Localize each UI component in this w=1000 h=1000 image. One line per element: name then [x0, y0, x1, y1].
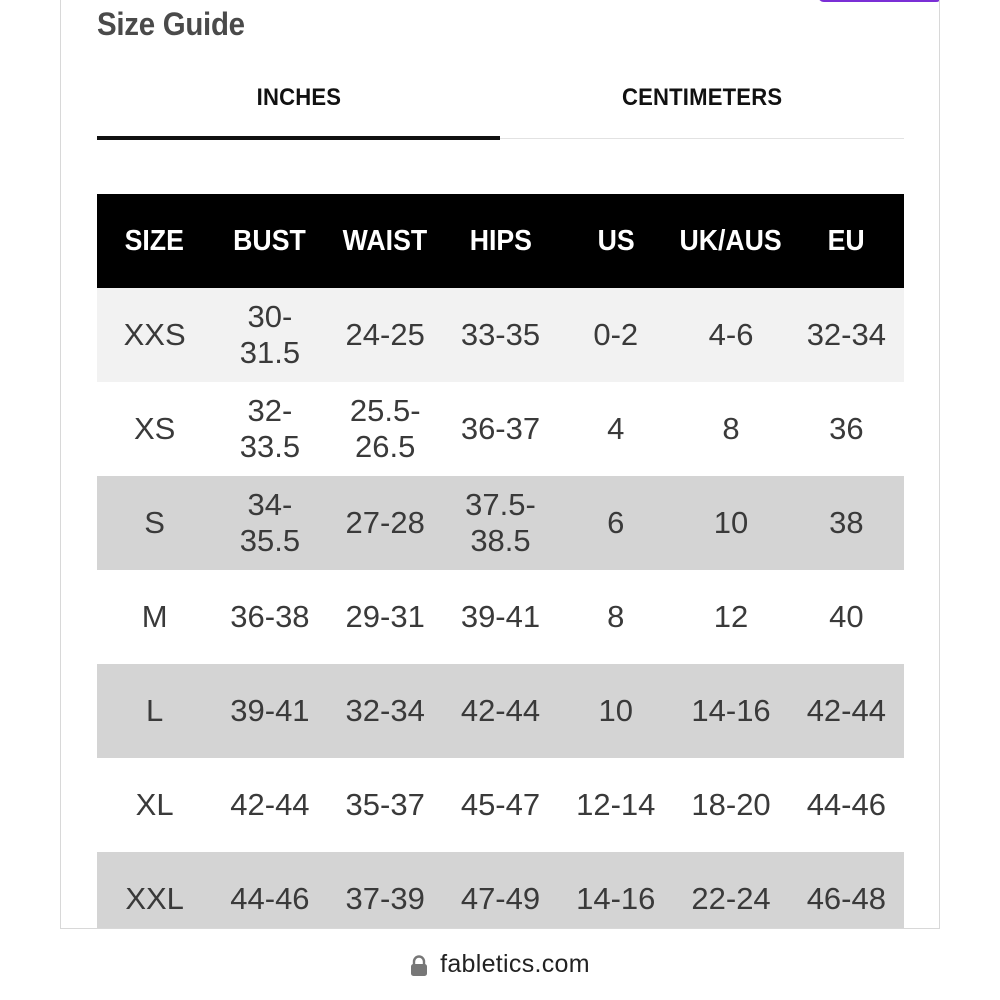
table-cell [443, 570, 558, 664]
table-cell [443, 288, 558, 382]
cell-text: 44-46 [230, 881, 310, 916]
cell-text: 24-25 [345, 317, 425, 352]
table-cell [443, 476, 558, 570]
tab-centimeters-label: CENTIMETERS [621, 84, 783, 111]
cell-text: 22-24 [691, 881, 771, 916]
table-cell [328, 382, 443, 476]
cell-text: 32-33.5 [239, 393, 301, 464]
table-row [97, 570, 904, 664]
tab-inches[interactable] [97, 56, 500, 140]
table-cell [212, 382, 327, 476]
cell-text: 39-41 [230, 693, 310, 728]
cell-text: 36 [829, 411, 864, 446]
browser-address-bar[interactable] [0, 929, 1000, 1000]
cell-text: 44-46 [806, 787, 886, 822]
cell-text: 33-35 [460, 317, 541, 352]
cell-text: 30-31.5 [239, 299, 301, 370]
table-cell [443, 758, 558, 852]
header-waist [328, 194, 443, 288]
table-cell [673, 476, 788, 570]
table-row [97, 664, 904, 758]
table-cell [673, 852, 788, 929]
header-bust [212, 194, 327, 288]
header-eu [789, 194, 904, 288]
table-cell [212, 476, 327, 570]
cell-text: 42-44 [806, 693, 886, 728]
cell-text: 4-6 [708, 317, 754, 352]
cell-text: 10 [713, 505, 749, 540]
cell-text: 12-14 [576, 787, 656, 822]
cell-text: 42-44 [230, 787, 310, 822]
table-cell [443, 664, 558, 758]
table-cell [97, 476, 212, 570]
tab-centimeters[interactable] [500, 56, 904, 140]
table-cell [97, 852, 212, 929]
table-header-row [97, 194, 904, 288]
cell-text: 42-44 [460, 693, 541, 728]
table-cell [558, 758, 673, 852]
table-cell [789, 570, 904, 664]
table-cell [789, 758, 904, 852]
cell-text: 0-2 [593, 317, 639, 352]
header-eu-label: EU [827, 224, 865, 257]
cell-text: 36-37 [460, 411, 541, 446]
table-row [97, 758, 904, 852]
cell-text: 29-31 [345, 599, 425, 634]
header-hips-label: HIPS [469, 224, 532, 257]
table-cell [443, 382, 558, 476]
cell-text: 46-48 [806, 881, 886, 916]
table-cell [673, 288, 788, 382]
table-cell [212, 852, 327, 929]
table-cell [328, 476, 443, 570]
cell-text: 4 [607, 411, 625, 446]
table-row [97, 852, 904, 929]
table-cell [789, 852, 904, 929]
header-us [558, 194, 673, 288]
cell-text: 36-38 [230, 599, 310, 634]
size-table [97, 194, 904, 929]
table-cell [212, 288, 327, 382]
table-cell [328, 758, 443, 852]
cell-text: 32-34 [806, 317, 886, 352]
cell-text: 35-37 [345, 787, 425, 822]
table-cell [789, 382, 904, 476]
cell-text: 37.5-38.5 [465, 487, 536, 558]
cell-text: 18-20 [691, 787, 771, 822]
cell-text: S [144, 505, 165, 540]
page-title: Size Guide [97, 6, 245, 42]
table-cell [673, 570, 788, 664]
cell-text: 12 [713, 599, 749, 634]
cell-text: M [141, 599, 168, 634]
cell-text: 27-28 [345, 505, 425, 540]
header-size-label: SIZE [124, 224, 185, 257]
header-uk-aus [673, 194, 788, 288]
cell-text: 37-39 [345, 881, 425, 916]
table-cell [328, 288, 443, 382]
table-cell [97, 664, 212, 758]
cell-text: 38 [829, 505, 864, 540]
table-cell [673, 664, 788, 758]
active-tab-indicator [97, 136, 500, 140]
cell-text: 47-49 [460, 881, 541, 916]
cell-text: 34-35.5 [239, 487, 301, 558]
header-hips [443, 194, 558, 288]
cell-text: 25.5-26.5 [349, 393, 421, 464]
table-cell [789, 664, 904, 758]
header-us-label: US [597, 224, 635, 257]
table-cell [97, 288, 212, 382]
cell-text: 39-41 [460, 599, 541, 634]
table-cell [212, 570, 327, 664]
cell-text: 8 [722, 411, 740, 446]
cell-text: 8 [607, 599, 625, 634]
table-row [97, 476, 904, 570]
table-cell [558, 382, 673, 476]
table-cell [558, 664, 673, 758]
cell-text: XL [135, 787, 174, 822]
cell-text: 14-16 [691, 693, 771, 728]
table-cell [558, 288, 673, 382]
cell-text: XS [133, 411, 176, 446]
cell-text: 40 [829, 599, 864, 634]
table-cell [558, 852, 673, 929]
table-cell [212, 758, 327, 852]
header-size [97, 194, 212, 288]
table-cell [558, 570, 673, 664]
table-cell [789, 476, 904, 570]
table-cell [328, 664, 443, 758]
table-cell [212, 664, 327, 758]
header-bust-label: BUST [233, 224, 307, 257]
tab-inches-label: INCHES [256, 84, 341, 111]
cell-text: 32-34 [345, 693, 425, 728]
cell-text: 6 [607, 505, 625, 540]
table-cell [673, 382, 788, 476]
cell-text: 14-16 [576, 881, 656, 916]
cell-text: XXS [123, 317, 186, 352]
cell-text: XXL [125, 881, 184, 916]
table-cell [673, 758, 788, 852]
size-guide-panel [60, 0, 940, 929]
lock-icon [410, 955, 428, 977]
table-cell [97, 382, 212, 476]
table-row [97, 288, 904, 382]
accent-bar [818, 0, 940, 2]
cell-text: 10 [598, 693, 633, 728]
table-cell [558, 476, 673, 570]
address-url: fabletics.com [440, 950, 590, 978]
table-cell [328, 852, 443, 929]
cell-text: L [146, 693, 164, 728]
table-cell [443, 852, 558, 929]
table-cell [97, 758, 212, 852]
table-row [97, 382, 904, 476]
table-cell [328, 570, 443, 664]
table-cell [97, 570, 212, 664]
header-waist-label: WAIST [342, 224, 428, 257]
unit-tabs [97, 56, 904, 140]
cell-text: 45-47 [460, 787, 541, 822]
header-uk-aus-label: UK/AUS [679, 224, 783, 257]
table-cell [789, 288, 904, 382]
